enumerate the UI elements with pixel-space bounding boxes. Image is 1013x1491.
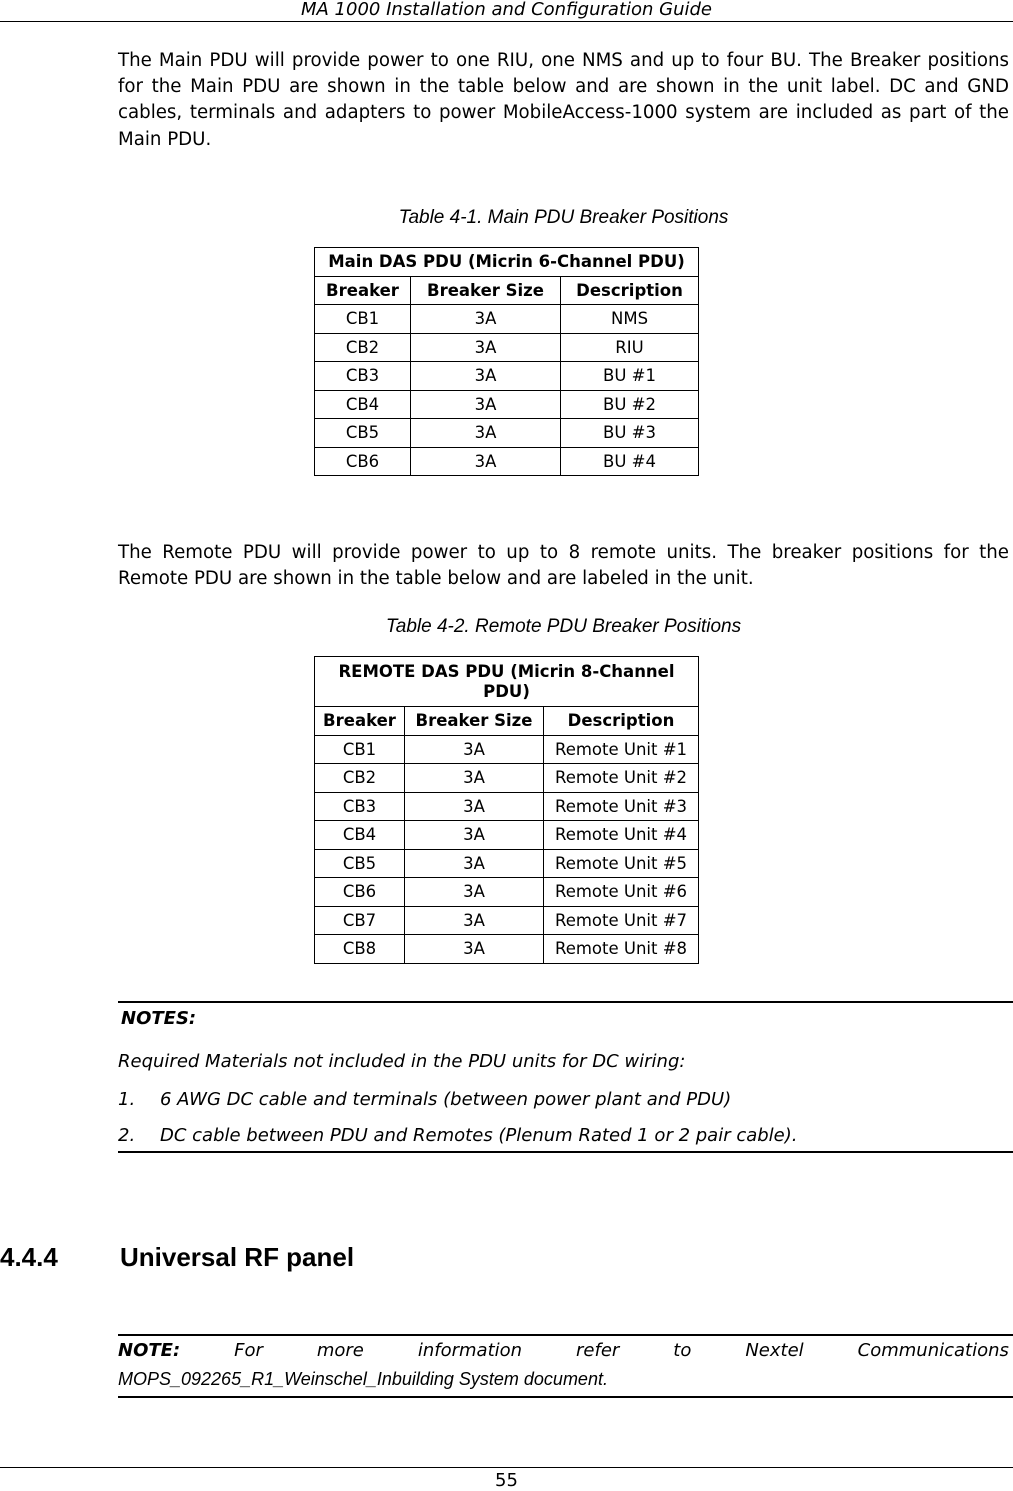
note-label: NOTE: bbox=[118, 1340, 181, 1361]
breaker-size-cell: 3A bbox=[405, 935, 544, 964]
notes-intro: Required Materials not included in the PDU units for DC wiring: bbox=[118, 1051, 686, 1072]
description-cell: Remote Unit #8 bbox=[544, 935, 699, 964]
description-cell: BU #3 bbox=[561, 419, 699, 448]
column-header-breaker-size: Breaker Size bbox=[411, 276, 561, 305]
column-header-description: Description bbox=[544, 707, 699, 736]
breaker-cell: CB4 bbox=[315, 390, 411, 419]
breaker-size-cell: 3A bbox=[411, 390, 561, 419]
breaker-cell: CB3 bbox=[315, 792, 405, 821]
remote-pdu-paragraph: The Remote PDU will provide power to up to 8 remote units. The breaker positions for the Remote PDU are shown in the table below and are labeled in the unit. bbox=[118, 542, 1009, 590]
page-number: 55 bbox=[495, 1470, 518, 1491]
table-row bbox=[315, 333, 699, 362]
breaker-cell: CB5 bbox=[315, 419, 411, 448]
breaker-size-cell: 3A bbox=[405, 906, 544, 935]
column-header-description: Description bbox=[561, 276, 699, 305]
notes-item-number: 2. bbox=[118, 1125, 136, 1146]
description-cell: NMS bbox=[561, 305, 699, 334]
table-title: Main DAS PDU (Micrin 6-Channel PDU) bbox=[315, 248, 699, 277]
table-row bbox=[315, 935, 699, 964]
notes-heading: NOTES: bbox=[121, 1008, 197, 1029]
note-word: refer bbox=[576, 1340, 620, 1361]
table-row bbox=[315, 878, 699, 907]
breaker-size-cell: 3A bbox=[411, 447, 561, 476]
breaker-cell: CB1 bbox=[315, 305, 411, 334]
main-pdu-paragraph: The Main PDU will provide power to one RIU, one NMS and up to four BU. The Breaker positions for the Main PDU are shown in the table below and are shown in the unit label. DC and GND cables, terminals and adapters to power MobileAccess-1000 system are included as part of the Main PDU. bbox=[118, 50, 1009, 150]
section-title: Universal RF panel bbox=[120, 1242, 355, 1272]
column-header-breaker: Breaker bbox=[315, 707, 405, 736]
breaker-cell: CB8 bbox=[315, 935, 405, 964]
note-bottom-rule bbox=[118, 1396, 1013, 1398]
table-title: REMOTE DAS PDU (Micrin 8-Channel PDU) bbox=[315, 657, 699, 707]
note-word: Communications bbox=[857, 1340, 1009, 1361]
breaker-cell: CB2 bbox=[315, 333, 411, 362]
breaker-cell: CB3 bbox=[315, 362, 411, 391]
breaker-size-cell: 3A bbox=[411, 362, 561, 391]
description-cell: Remote Unit #1 bbox=[544, 735, 699, 764]
description-cell: BU #4 bbox=[561, 447, 699, 476]
table-row bbox=[315, 906, 699, 935]
table-1-caption: Table 4-1. Main PDU Breaker Positions bbox=[398, 207, 729, 228]
breaker-size-cell: 3A bbox=[405, 764, 544, 793]
description-cell: Remote Unit #7 bbox=[544, 906, 699, 935]
note-word: information bbox=[417, 1340, 523, 1361]
table-row bbox=[315, 821, 699, 850]
notes-bottom-rule bbox=[118, 1151, 1013, 1153]
table-row bbox=[315, 390, 699, 419]
description-cell: Remote Unit #3 bbox=[544, 792, 699, 821]
breaker-size-cell: 3A bbox=[405, 821, 544, 850]
note-document-reference: MOPS_092265_R1_Weinschel_Inbuilding System document. bbox=[118, 1369, 608, 1389]
notes-item-number: 1. bbox=[118, 1089, 136, 1110]
notes-item-text: 6 AWG DC cable and terminals (between power plant and PDU) bbox=[160, 1089, 732, 1110]
note-word: more bbox=[316, 1340, 364, 1361]
table-row bbox=[315, 764, 699, 793]
breaker-cell: CB1 bbox=[315, 735, 405, 764]
description-cell: BU #1 bbox=[561, 362, 699, 391]
description-cell: Remote Unit #4 bbox=[544, 821, 699, 850]
table-row bbox=[315, 792, 699, 821]
description-cell: Remote Unit #2 bbox=[544, 764, 699, 793]
note-line bbox=[118, 1340, 1009, 1361]
note-word: Nextel bbox=[745, 1340, 804, 1361]
table-row bbox=[315, 419, 699, 448]
section-number: 4.4.4 bbox=[0, 1242, 58, 1272]
table-row bbox=[315, 735, 699, 764]
page-header-title: MA 1000 Installation and Configuration Guide bbox=[300, 0, 713, 20]
breaker-cell: CB6 bbox=[315, 447, 411, 476]
breaker-cell: CB6 bbox=[315, 878, 405, 907]
breaker-size-cell: 3A bbox=[405, 878, 544, 907]
breaker-size-cell: 3A bbox=[411, 305, 561, 334]
header-divider bbox=[0, 21, 1013, 22]
description-cell: Remote Unit #6 bbox=[544, 878, 699, 907]
note-top-rule bbox=[118, 1334, 1013, 1336]
breaker-size-cell: 3A bbox=[405, 735, 544, 764]
table-row bbox=[315, 305, 699, 334]
breaker-size-cell: 3A bbox=[405, 849, 544, 878]
note-word: For bbox=[234, 1340, 263, 1361]
description-cell: RIU bbox=[561, 333, 699, 362]
breaker-cell: CB4 bbox=[315, 821, 405, 850]
remote-pdu-breaker-table bbox=[314, 656, 699, 964]
breaker-size-cell: 3A bbox=[411, 419, 561, 448]
main-pdu-breaker-table bbox=[314, 247, 699, 476]
description-cell: Remote Unit #5 bbox=[544, 849, 699, 878]
breaker-size-cell: 3A bbox=[405, 792, 544, 821]
table-2-caption: Table 4-2. Remote PDU Breaker Positions bbox=[385, 616, 742, 637]
table-row bbox=[315, 362, 699, 391]
column-header-breaker: Breaker bbox=[315, 276, 411, 305]
table-row bbox=[315, 447, 699, 476]
footer-divider bbox=[0, 1467, 1013, 1468]
breaker-size-cell: 3A bbox=[411, 333, 561, 362]
description-cell: BU #2 bbox=[561, 390, 699, 419]
note-word: to bbox=[673, 1340, 692, 1361]
column-header-breaker-size: Breaker Size bbox=[405, 707, 544, 736]
table-row bbox=[315, 849, 699, 878]
breaker-cell: CB2 bbox=[315, 764, 405, 793]
notes-top-rule bbox=[118, 1001, 1013, 1003]
breaker-cell: CB7 bbox=[315, 906, 405, 935]
breaker-cell: CB5 bbox=[315, 849, 405, 878]
notes-item-text: DC cable between PDU and Remotes (Plenum Rated 1 or 2 pair cable). bbox=[160, 1125, 798, 1146]
